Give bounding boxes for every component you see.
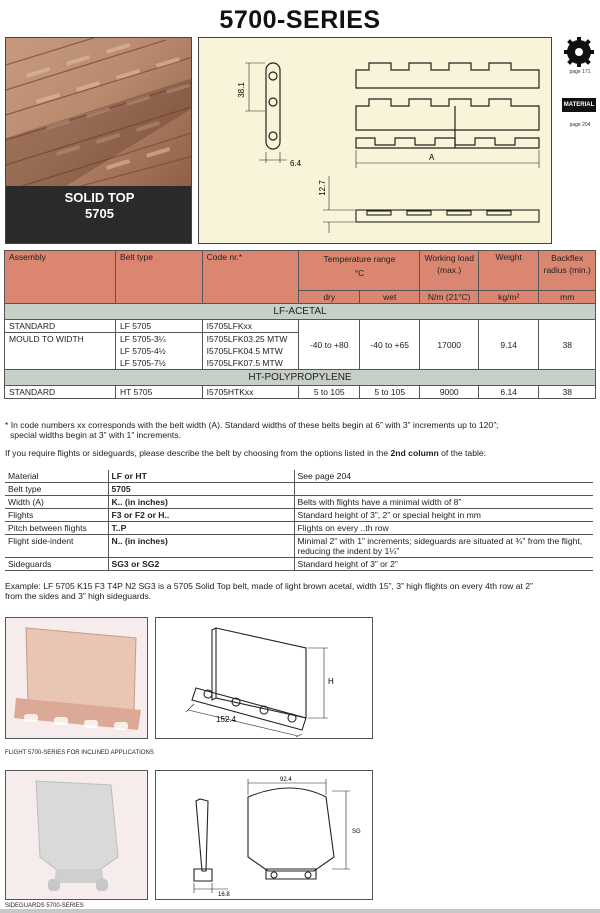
option-desc: Belts with flights have a minimal width of 8” bbox=[294, 496, 593, 509]
th-load: Working load (max.) bbox=[420, 251, 478, 291]
cell-wet: -40 to +65 bbox=[359, 320, 420, 370]
option-code: LF or HT bbox=[108, 470, 294, 483]
option-row bbox=[5, 558, 593, 571]
dim-width: A bbox=[429, 153, 435, 162]
option-label: Belt type bbox=[5, 483, 108, 496]
cell-belt: HT 5705 bbox=[115, 386, 202, 399]
table-row bbox=[5, 320, 596, 333]
option-desc: Flights on every ..th row bbox=[294, 522, 593, 535]
option-row bbox=[5, 522, 593, 535]
cell-belt: LF 5705-3¼ bbox=[115, 333, 202, 346]
footnote-line1: * In code numbers xx corresponds with the belt width (A). Standard widths of these belts begin at 6” with 3” increments up to 120”; bbox=[5, 420, 499, 430]
page-title: 5700-SERIES bbox=[219, 6, 381, 34]
flight-photo bbox=[5, 617, 148, 739]
flight-drawing bbox=[155, 617, 373, 739]
option-desc: See page 204 bbox=[294, 470, 593, 483]
cell-backflex: 38 bbox=[539, 320, 596, 370]
cell-assembly bbox=[5, 345, 116, 357]
cell-weight: 6.14 bbox=[478, 386, 539, 399]
option-row bbox=[5, 509, 593, 522]
th-temp bbox=[299, 251, 420, 291]
material-icon[interactable]: MATERIAL bbox=[562, 98, 596, 112]
belt-photo bbox=[5, 37, 192, 244]
option-label: Material bbox=[5, 470, 108, 483]
cell-assembly: STANDARD bbox=[5, 386, 116, 399]
option-desc: Minimal 2” with 1” increments; sideguards are situated at ¾” from the flight, reducing the indent by 1¼” bbox=[294, 535, 593, 558]
sprocket-icon[interactable] bbox=[562, 37, 596, 69]
example-text bbox=[5, 581, 595, 601]
belt-technical-drawing bbox=[198, 37, 552, 244]
option-label: Sideguards bbox=[5, 558, 108, 571]
cell-load: 17000 bbox=[420, 320, 478, 370]
cell-load: 9000 bbox=[420, 386, 478, 399]
example-line2: from the sides and 3” high sideguards. bbox=[5, 591, 152, 601]
dim-pitch: 6.4 bbox=[290, 159, 302, 168]
sprocket-page: page 171 bbox=[569, 69, 591, 75]
option-code: F3 or F2 or H.. bbox=[108, 509, 294, 522]
sideguard-caption: SIDEGUARDS 5700-SERIES bbox=[5, 903, 84, 909]
th-load-unit: N/m (21°C) bbox=[420, 291, 478, 304]
cell-assembly bbox=[5, 357, 116, 370]
th-backflex-unit: mm bbox=[539, 291, 596, 304]
th-temp-label: Temperature range bbox=[323, 254, 396, 264]
option-label: Flight side-indent bbox=[5, 535, 108, 558]
option-desc: Standard height of 3” or 2” bbox=[294, 558, 593, 571]
material-page: page 204 bbox=[569, 122, 591, 128]
cell-code: I5705LFK04.5 MTW bbox=[202, 345, 299, 357]
options-table bbox=[5, 470, 593, 571]
footnote-line2: special widths begin at 3” with 1” increments. bbox=[10, 430, 181, 440]
th-assembly: Assembly bbox=[5, 251, 116, 304]
cell-code: I5705LFK03.25 MTW bbox=[202, 333, 299, 346]
intro-text-c: of the table: bbox=[438, 448, 487, 458]
cell-belt: LF 5705-7½ bbox=[115, 357, 202, 370]
sprocket-reference[interactable] bbox=[562, 37, 598, 75]
cell-dry: -40 to +80 bbox=[299, 320, 360, 370]
section-lf-acetal: LF-ACETAL bbox=[5, 304, 596, 320]
belt-spec-table bbox=[4, 250, 596, 399]
cell-wet: 5 to 105 bbox=[359, 386, 420, 399]
option-row bbox=[5, 470, 593, 483]
option-label: Width (A) bbox=[5, 496, 108, 509]
th-weight: Weight bbox=[478, 251, 539, 291]
cell-dry: 5 to 105 bbox=[299, 386, 360, 399]
page-bottom-bar bbox=[0, 909, 600, 913]
option-desc: Standard height of 3”, 2” or special height in mm bbox=[294, 509, 593, 522]
sideguard-photo bbox=[5, 770, 148, 900]
flight-dim-width: 152.4 bbox=[216, 715, 237, 724]
option-row bbox=[5, 483, 593, 496]
option-code: 5705 bbox=[108, 483, 294, 496]
option-code: N.. (in inches) bbox=[108, 535, 294, 558]
dim-thickness: 12.7 bbox=[318, 180, 327, 196]
option-desc bbox=[294, 483, 593, 496]
th-temp-unit: °C bbox=[354, 268, 365, 278]
option-code: SG3 or SG2 bbox=[108, 558, 294, 571]
example-line1: Example: LF 5705 K15 F3 T4P N2 SG3 is a 5705 Solid Top belt, made of light brown acetal, width 15”, 3” high flights on every 4th row at 2” bbox=[5, 581, 533, 591]
footnote bbox=[5, 420, 595, 440]
intro-text-a: If you require flights or sideguards, please describe the belt by choosing from the options listed in the bbox=[5, 448, 391, 458]
belt-image bbox=[6, 38, 192, 186]
th-weight-unit: kg/m² bbox=[478, 291, 539, 304]
cell-belt: LF 5705 bbox=[115, 320, 202, 333]
option-label: Pitch between flights bbox=[5, 522, 108, 535]
sideguard-dim-base: 16.8 bbox=[218, 892, 230, 898]
options-intro bbox=[5, 448, 595, 458]
section-ht-polypropylene: HT-POLYPROPYLENE bbox=[5, 370, 596, 386]
option-code: K.. (in inches) bbox=[108, 496, 294, 509]
th-belt-type: Belt type bbox=[115, 251, 202, 304]
cell-code: I5705HTKxx bbox=[202, 386, 299, 399]
hero-line1: SOLID TOP bbox=[64, 190, 135, 205]
cell-code: I5705LFK07.5 MTW bbox=[202, 357, 299, 370]
option-code: T..P bbox=[108, 522, 294, 535]
th-backflex: Backflex radius (min.) bbox=[539, 251, 596, 291]
sideguard-dim-top: 92.4 bbox=[280, 777, 292, 783]
flight-dim-height: H bbox=[328, 677, 334, 686]
dim-height: 38.1 bbox=[237, 82, 246, 98]
sideguard-dim-height: SG bbox=[352, 829, 361, 835]
th-wet: wet bbox=[359, 291, 420, 304]
cell-assembly: MOULD TO WIDTH bbox=[5, 333, 116, 346]
cell-backflex: 38 bbox=[539, 386, 596, 399]
table-row bbox=[5, 386, 596, 399]
intro-text-b: 2nd column bbox=[390, 448, 439, 458]
th-code: Code nr.* bbox=[202, 251, 299, 304]
hero-line2: 5705 bbox=[85, 206, 114, 221]
cell-belt: LF 5705-4½ bbox=[115, 345, 202, 357]
material-reference[interactable] bbox=[562, 98, 598, 128]
option-row bbox=[5, 496, 593, 509]
cell-code: I5705LFKxx bbox=[202, 320, 299, 333]
option-label: Flights bbox=[5, 509, 108, 522]
cell-assembly: STANDARD bbox=[5, 320, 116, 333]
sideguard-drawing bbox=[155, 770, 373, 900]
flight-caption: FLIGHT 5700-SERIES FOR INCLINED APPLICATIONS bbox=[5, 750, 154, 756]
th-dry: dry bbox=[299, 291, 360, 304]
cell-weight: 9.14 bbox=[478, 320, 539, 370]
option-row bbox=[5, 535, 593, 558]
